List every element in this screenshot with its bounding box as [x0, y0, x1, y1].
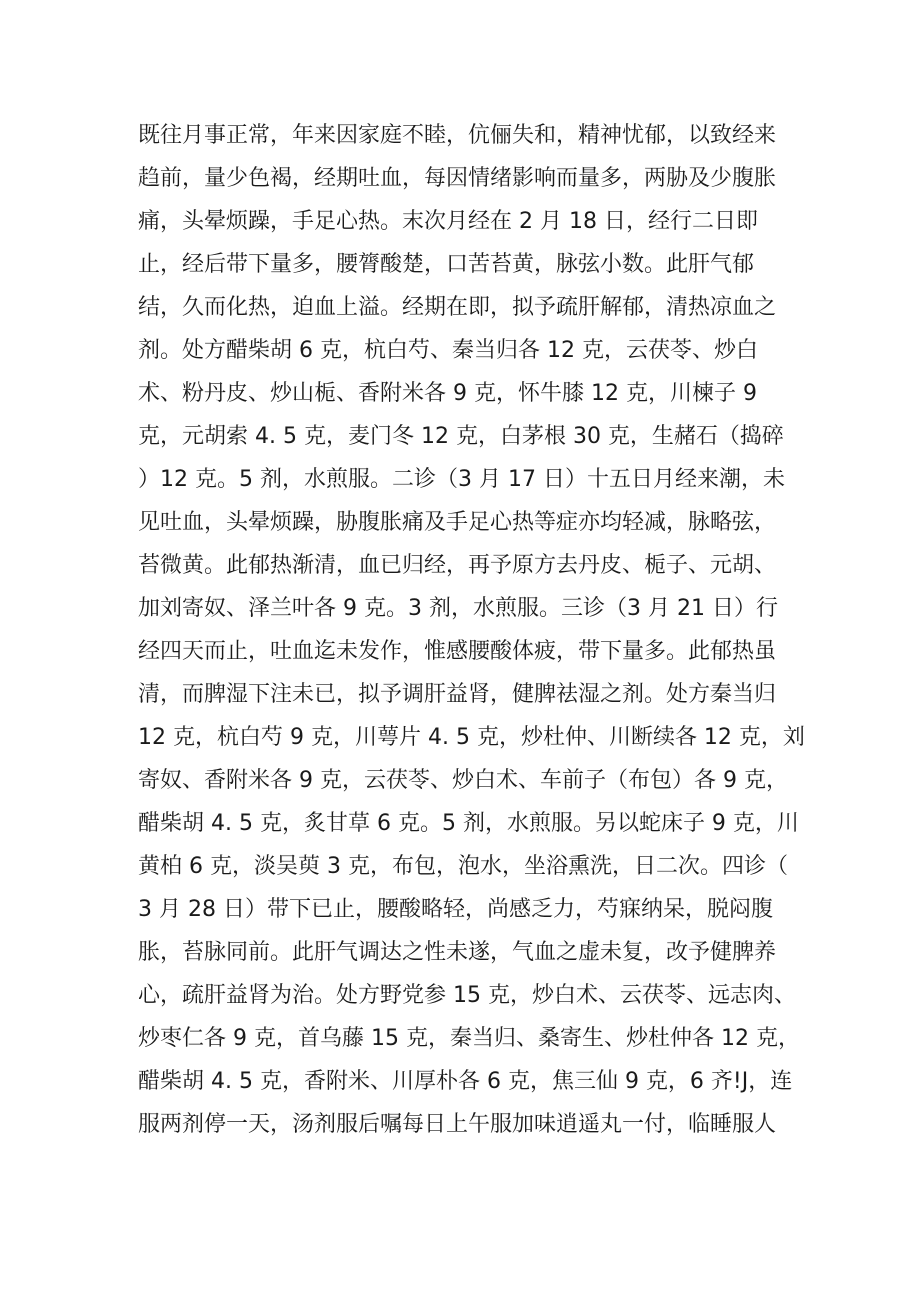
text-line: 3 月 28 日）带下已止，腰酸略轻，尚感乏力，芍寐纳呆，脱闷腹: [138, 897, 773, 922]
text-line: 克，元胡索 4. 5 克，麦门冬 12 克，白茅根 30 克，生赭石（捣碎: [138, 424, 784, 449]
text-line: 剂。处方醋柴胡 6 克，杭白芍、秦当归各 12 克，云茯苓、炒白: [138, 338, 758, 363]
text-line: 12 克，杭白芍 9 克，川萼片 4. 5 克，炒杜仲、川断续各 12 克，刘: [138, 725, 805, 750]
text-line: 经四天而止，吐血迄未发作，惟感腰酸体疲，带下量多。此郁热虽: [138, 639, 777, 664]
text-line: 苔微黄。此郁热渐清，血已归经，再予原方去丹皮、栀子、元胡、: [138, 553, 777, 578]
text-line: 服两剂停一天，汤剂服后嘱每日上午服加味逍遥丸一付，临睡服人: [138, 1112, 777, 1137]
text-line: 既往月事正常，年来因家庭不睦，伉俪失和，精神忧郁，以致经来: [138, 123, 777, 148]
text-line: 痛，头晕烦躁，手足心热。末次月经在 2 月 18 日，经行二日即: [138, 209, 758, 234]
text-line: 醋柴胡 4. 5 克，炙甘草 6 克。5 剂，水煎服。另以蛇床子 9 克，川: [138, 811, 799, 836]
text-line: ）12 克。5 剂，水煎服。二诊（3 月 17 日）十五日月经来潮，未: [138, 467, 785, 492]
text-line: 寄奴、香附米各 9 克，云茯苓、炒白术、车前子（布包）各 9 克，: [138, 768, 788, 793]
text-line: 醋柴胡 4. 5 克，香附米、川厚朴各 6 克，焦三仙 9 克，6 齐!J，连: [138, 1069, 793, 1094]
text-line: 炒枣仁各 9 克，首乌藤 15 克，秦当归、桑寄生、炒杜仲各 12 克，: [138, 1026, 800, 1051]
text-line: 止，经后带下量多，腰膂酸楚，口苦苔黄，脉弦小数。此肝气郁: [138, 252, 755, 277]
text-line: 见吐血，头晕烦躁，胁腹胀痛及手足心热等症亦均轻减，脉略弦，: [138, 510, 777, 535]
text-line: 胀，苔脉同前。此肝气调达之性未遂，气血之虚未复，改予健脾养: [138, 940, 777, 965]
text-line: 趋前，量少色褐，经期吐血，每因情绪影响而量多，两胁及少腹胀: [138, 166, 777, 191]
text-line: 结，久而化热，迫血上溢。经期在即，拟予疏肝解郁，清热凉血之: [138, 295, 777, 320]
case-record-paragraph: [138, 114, 805, 1146]
text-line: 加刘寄奴、泽兰叶各 9 克。3 剂，水煎服。三诊（3 月 21 日）行: [138, 596, 778, 621]
text-line: 心，疏肝益肾为治。处方野党参 15 克，炒白术、云茯苓、远志肉、: [138, 983, 796, 1008]
text-line: 清，而脾湿下注未已，拟予调肝益肾，健脾祛湿之剂。处方秦当归: [138, 682, 777, 707]
text-line: 术、粉丹皮、炒山栀、香附米各 9 克，怀牛膝 12 克，川楝子 9: [138, 381, 757, 406]
text-line: 黄柏 6 克，淡吴萸 3 克，布包，泡水，坐浴熏洗，日二次。四诊（: [138, 854, 788, 879]
